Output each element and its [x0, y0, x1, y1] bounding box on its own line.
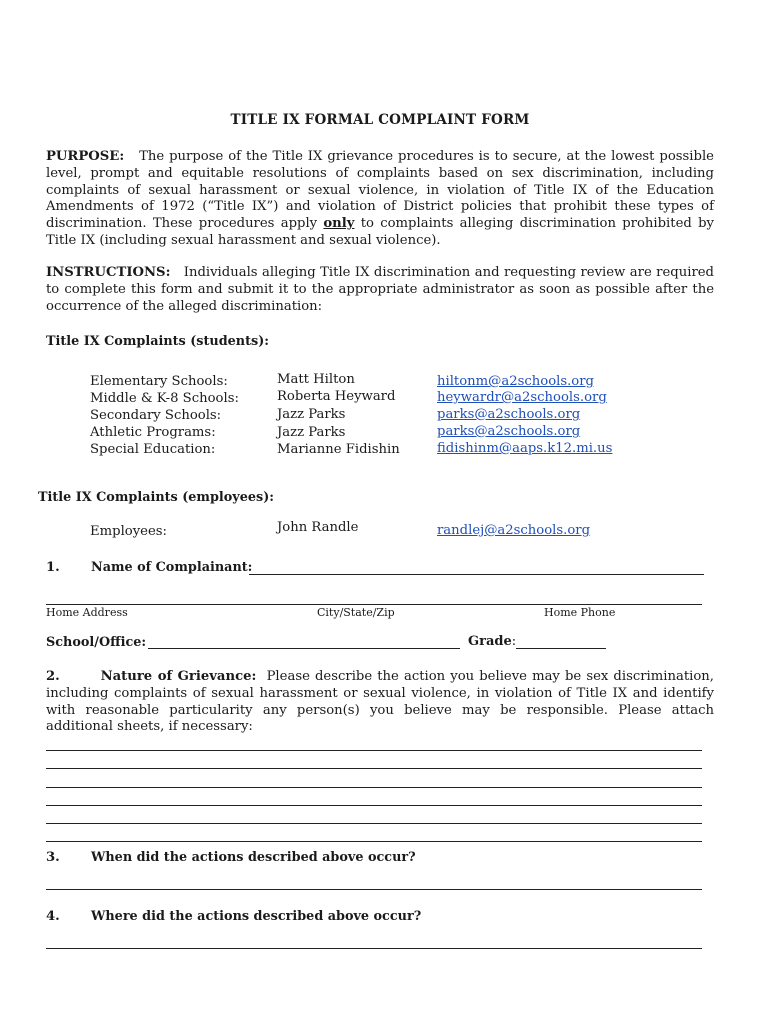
purpose-label: PURPOSE: — [46, 149, 125, 164]
student-contact-name: Marianne Fidishin — [277, 442, 400, 457]
where-question-label: Where did the actions described above occur? — [91, 909, 422, 924]
student-contact-email[interactable]: parks@a2schools.org — [437, 407, 581, 422]
home-phone-caption: Home Phone — [544, 606, 616, 619]
instructions-text: Individuals alleging Title IX discrimination and requesting review are required to complete this form and submit it to the appropriate administrator as soon as possible after the occurrence of the alleged discrimination: — [46, 265, 714, 314]
home-address-caption: Home Address — [46, 606, 128, 619]
grievance-text-line[interactable] — [46, 768, 702, 769]
employee-contact-email[interactable]: randlej@a2schools.org — [437, 523, 591, 538]
student-contact-email[interactable]: fidishinm@aaps.k12.mi.us — [437, 441, 613, 456]
q2-number: 2. — [46, 669, 60, 684]
q4-number: 4. — [46, 909, 60, 924]
student-category: Secondary Schools: — [90, 408, 222, 423]
student-category: Athletic Programs: — [90, 425, 216, 440]
when-answer-line[interactable] — [46, 889, 702, 890]
purpose-text-b: to complaints alleging discrimination prohibited by Title IX (including sexual harassment and sexual violence). — [46, 216, 714, 248]
student-contact-email[interactable]: hiltonm@a2schools.org — [437, 374, 594, 389]
nature-of-grievance-label: Nature of Grievance: — [100, 669, 257, 684]
address-line-field[interactable] — [46, 604, 702, 605]
grade-label: Grade — [468, 634, 512, 649]
purpose-emphasis: only — [323, 216, 355, 232]
nature-of-grievance-text: Please describe the action you believe may be sex discrimination, including complaints of sexual harassment or sexual violence, in violation of Title IX and identify with reasonable particularity any person(s) you believe may be responsible. Please attach additional sheets, if necessary: — [46, 669, 714, 735]
student-contact-email[interactable]: heywardr@a2schools.org — [437, 390, 607, 405]
grievance-text-line[interactable] — [46, 750, 702, 751]
students-heading: Title IX Complaints (students): — [46, 334, 269, 349]
school-office-label: School/Office: — [46, 635, 147, 650]
grievance-text-line[interactable] — [46, 787, 702, 788]
student-contact-name: Matt Hilton — [277, 372, 355, 387]
q1-number: 1. — [46, 560, 60, 575]
where-answer-line[interactable] — [46, 948, 702, 949]
purpose-text-a: The purpose of the Title IX grievance procedures is to secure, at the lowest possible level, prompt and equitable resolutions of complaints based on sex discrimination, including complaints of sexual harassment or sexual violence, in violation of Title IX of the Education Amendments of 1972 (“Title IX”) and violation of District policies that prohibit these types of discrimination. These procedures apply — [46, 149, 714, 232]
when-question-label: When did the actions described above occur? — [91, 850, 416, 865]
form-title: TITLE IX FORMAL COMPLAINT FORM — [230, 112, 530, 128]
purpose-paragraph — [46, 149, 714, 250]
complainant-name-field[interactable] — [249, 574, 704, 575]
student-contact-name: Jazz Parks — [277, 407, 346, 422]
student-category: Special Education: — [90, 442, 216, 457]
employees-heading: Title IX Complaints (employees): — [38, 490, 275, 505]
grievance-text-line[interactable] — [46, 823, 702, 824]
grade-field[interactable] — [516, 648, 606, 649]
city-state-zip-caption: City/State/Zip — [317, 606, 395, 619]
employee-contact-name: John Randle — [277, 520, 359, 535]
q3-number: 3. — [46, 850, 60, 865]
student-category: Middle & K-8 Schools: — [90, 391, 239, 406]
student-contact-email[interactable]: parks@a2schools.org — [437, 424, 581, 439]
student-contact-name: Jazz Parks — [277, 425, 346, 440]
grievance-text-line[interactable] — [46, 805, 702, 806]
grade-label-group — [468, 634, 516, 649]
employee-category: Employees: — [90, 524, 168, 539]
student-category: Elementary Schools: — [90, 374, 228, 389]
instructions-label: INSTRUCTIONS: — [46, 265, 171, 280]
grade-colon: : — [511, 634, 517, 649]
instructions-paragraph — [46, 265, 714, 315]
complainant-name-label: Name of Complainant: — [91, 560, 253, 575]
nature-of-grievance-paragraph — [46, 669, 714, 736]
grievance-text-line[interactable] — [46, 841, 702, 842]
student-contact-name: Roberta Heyward — [277, 389, 396, 404]
school-office-field[interactable] — [148, 648, 460, 649]
